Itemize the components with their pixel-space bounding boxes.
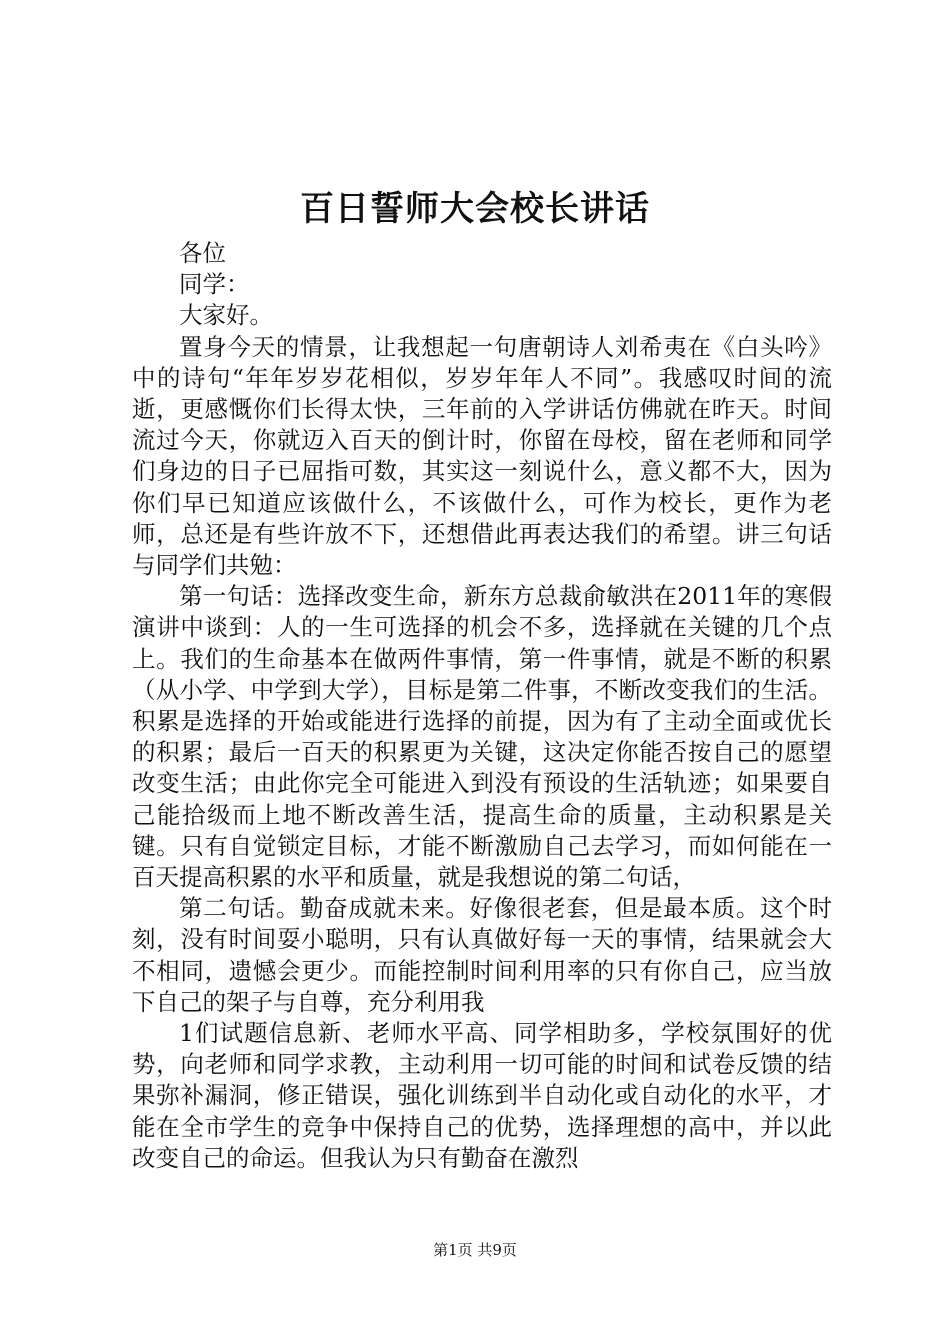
paragraph-greeting: 大家好。: [179, 301, 273, 330]
paragraph-salutation-2: 同学：: [179, 270, 250, 299]
paragraph-salutation-1: 各位: [179, 239, 226, 267]
paragraph-intro: 置身今天的情景，让我想起一句唐朝诗人刘希夷在《白头吟》中的诗句“年年岁岁花相似，岁岁年年人不同”。我感叹时间的流逝，更感慨你们长得太快，三年前的入学讲话仿佛就在昨天。时间流过今天，你就迈入百天的倒计时，你留在母校，留在老师和同学们身边的日子已屈指可数，其实这一刻说什么，意义都不大，因为你们早已知道应该做什么，不该做什么，可作为校长，更作为老师，总还是有些许放不下，还想借此再表达我们的希望。讲三句话与同学们共勉：: [132, 332, 832, 580]
document-body: [132, 238, 832, 1174]
paragraph-first-point: 第一句话：选择改变生命，新东方总裁俞敏洪在2011年的寒假演讲中谈到：人的一生可选择的机会不多，选择就在关键的几个点上。我们的生命基本在做两件事情，第一件事情，就是不断的积累（从小学、中学到大学），目标是第二件事，不断改变我们的生活。积累是选择的开始或能进行选择的前提，因为有了主动全面或优长的积累；最后一百天的积累更为关键，这决定你能否按自己的愿望改变生活；由此你完全可能进入到没有预设的生活轨迹；如果要自己能拾级而上地不断改善生活，提高生命的质量，主动积累是关键。只有自觉锁定目标，才能不断激励自己去学习，而如何能在一百天提高积累的水平和质量，就是我想说的第二句话，: [132, 582, 832, 892]
paragraph-second-point: 第二句话。勤奋成就未来。好像很老套，但是最本质。这个时刻，没有时间耍小聪明，只有认真做好每一天的事情，结果就会大不相同，遗憾会更少。而能控制时间利用率的只有你自己，应当放下自己的架子与自尊，充分利用我: [132, 894, 832, 1016]
paragraph-continuation: 1们试题信息新、老师水平高、同学相助多，学校氛围好的优势，向老师和同学求教，主动利用一切可能的时间和试卷反馈的结果弥补漏洞，修正错误，强化训练到半自动化或自动化的水平，才能在全市学生的竞争中保持自己的优势，选择理想的高中，并以此改变自己的命运。但我认为只有勤奋在激烈: [132, 1019, 832, 1172]
document-title: 百日誓师大会校长讲话: [300, 189, 650, 229]
page-number-footer: 第1页 共9页: [433, 1241, 517, 1259]
